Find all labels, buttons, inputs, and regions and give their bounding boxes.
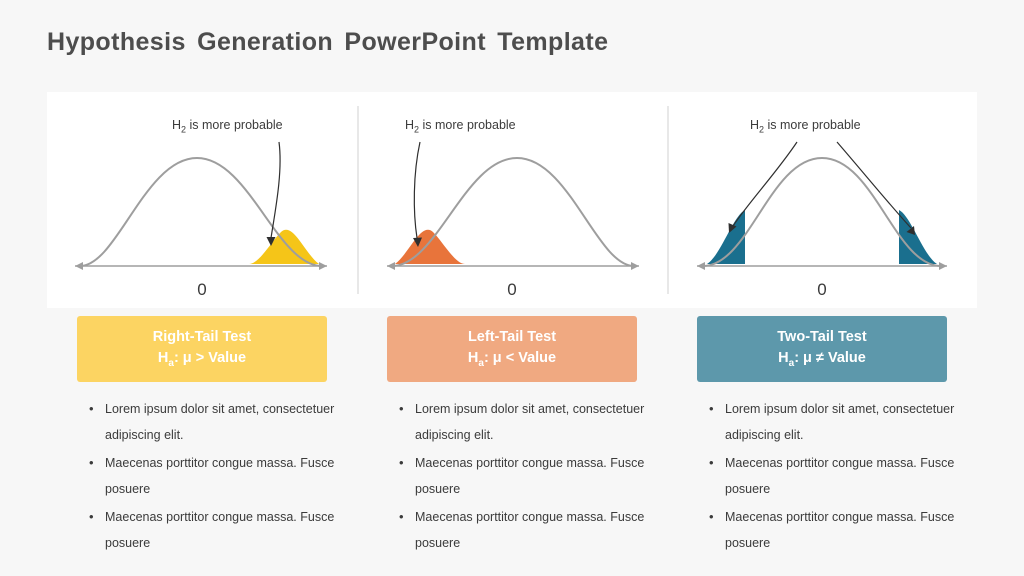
annotation-label — [172, 118, 283, 135]
axis-arrow-right — [939, 262, 947, 270]
leader-line — [271, 142, 280, 238]
list-item: • Maecenas porttitor congue massa. Fusce posuere — [725, 450, 955, 502]
hypothesis-rest: : μ ≠ Value — [794, 350, 866, 367]
hypothesis-rest: : μ > Value — [173, 350, 247, 367]
list-item: • Maecenas porttitor congue massa. Fusce posuere — [415, 504, 645, 556]
list-item: • Lorem ipsum dolor sit amet, consectetuer adipiscing elit. — [105, 396, 335, 448]
card-hypothesis — [778, 350, 866, 369]
list-item: • Maecenas porttitor congue massa. Fusce posuere — [105, 504, 335, 556]
annotation-rest: is more probable — [764, 118, 861, 132]
bullets-right-tail — [47, 396, 357, 558]
cards-row — [47, 316, 977, 382]
bullets-row — [47, 396, 977, 558]
card-two-tail[interactable] — [697, 316, 947, 382]
hypothesis-sub: a — [788, 357, 795, 369]
charts-panel — [47, 92, 977, 308]
axis-zero-label: 0 — [197, 280, 207, 299]
hypothesis-sub: a — [478, 357, 484, 369]
axis-arrow-right — [319, 262, 327, 270]
panel-divider-1 — [357, 106, 359, 294]
right-tail-fill — [249, 230, 319, 264]
annotation-sub: 2 — [414, 124, 420, 135]
axis-arrow-left — [697, 262, 705, 270]
card-right-tail[interactable] — [77, 316, 327, 382]
card-title: Two-Tail Test — [777, 329, 867, 346]
hypothesis-sub: a — [168, 357, 174, 369]
axis-zero-label: 0 — [817, 280, 827, 299]
leader-line — [414, 142, 420, 238]
annotation-h: H — [750, 118, 760, 132]
axis-zero-label: 0 — [507, 280, 517, 299]
card-title: Left-Tail Test — [467, 329, 557, 346]
annotation-label — [405, 118, 516, 135]
card-title: Right-Tail Test — [152, 329, 252, 346]
bullets-left-tail — [357, 396, 667, 558]
axis-arrow-left — [387, 262, 395, 270]
card-cell-right-tail — [47, 316, 357, 382]
card-left-tail[interactable] — [387, 316, 637, 382]
card-hypothesis — [468, 350, 556, 369]
chart-right-tail — [47, 92, 357, 308]
left-tail-fill — [395, 230, 465, 264]
annotation-sub: 2 — [181, 124, 187, 135]
bullets-two-tail — [667, 396, 977, 558]
annotation-sub: 2 — [759, 124, 765, 135]
hypothesis-h: H — [778, 350, 789, 367]
list-item: • Lorem ipsum dolor sit amet, consectetuer adipiscing elit. — [415, 396, 645, 448]
chart-left-tail — [357, 92, 667, 308]
list-item: • Maecenas porttitor congue massa. Fusce posuere — [105, 450, 335, 502]
list-item: • Lorem ipsum dolor sit amet, consectetuer adipiscing elit. — [725, 396, 955, 448]
annotation-h: H — [172, 118, 182, 132]
list-item: • Maecenas porttitor congue massa. Fusce posuere — [725, 504, 955, 556]
chart-two-tail — [667, 92, 977, 308]
panel-divider-2 — [667, 106, 669, 294]
leader-line-left — [733, 142, 797, 226]
annotation-rest: is more probable — [186, 118, 283, 132]
page-title: Hypothesis Generation PowerPoint Template — [47, 28, 609, 56]
list-item: • Maecenas porttitor congue massa. Fusce posuere — [415, 450, 645, 502]
card-cell-left-tail — [357, 316, 667, 382]
annotation-rest: is more probable — [419, 118, 516, 132]
axis-arrow-right — [631, 262, 639, 270]
annotation-h: H — [405, 118, 415, 132]
annotation-label — [750, 118, 861, 135]
hypothesis-h: H — [467, 350, 479, 367]
hypothesis-rest: : μ < Value — [483, 350, 557, 367]
axis-arrow-left — [75, 262, 83, 270]
leader-line-right — [837, 142, 911, 228]
hypothesis-h: H — [157, 350, 169, 367]
card-hypothesis — [158, 350, 246, 369]
card-cell-two-tail — [667, 316, 977, 382]
